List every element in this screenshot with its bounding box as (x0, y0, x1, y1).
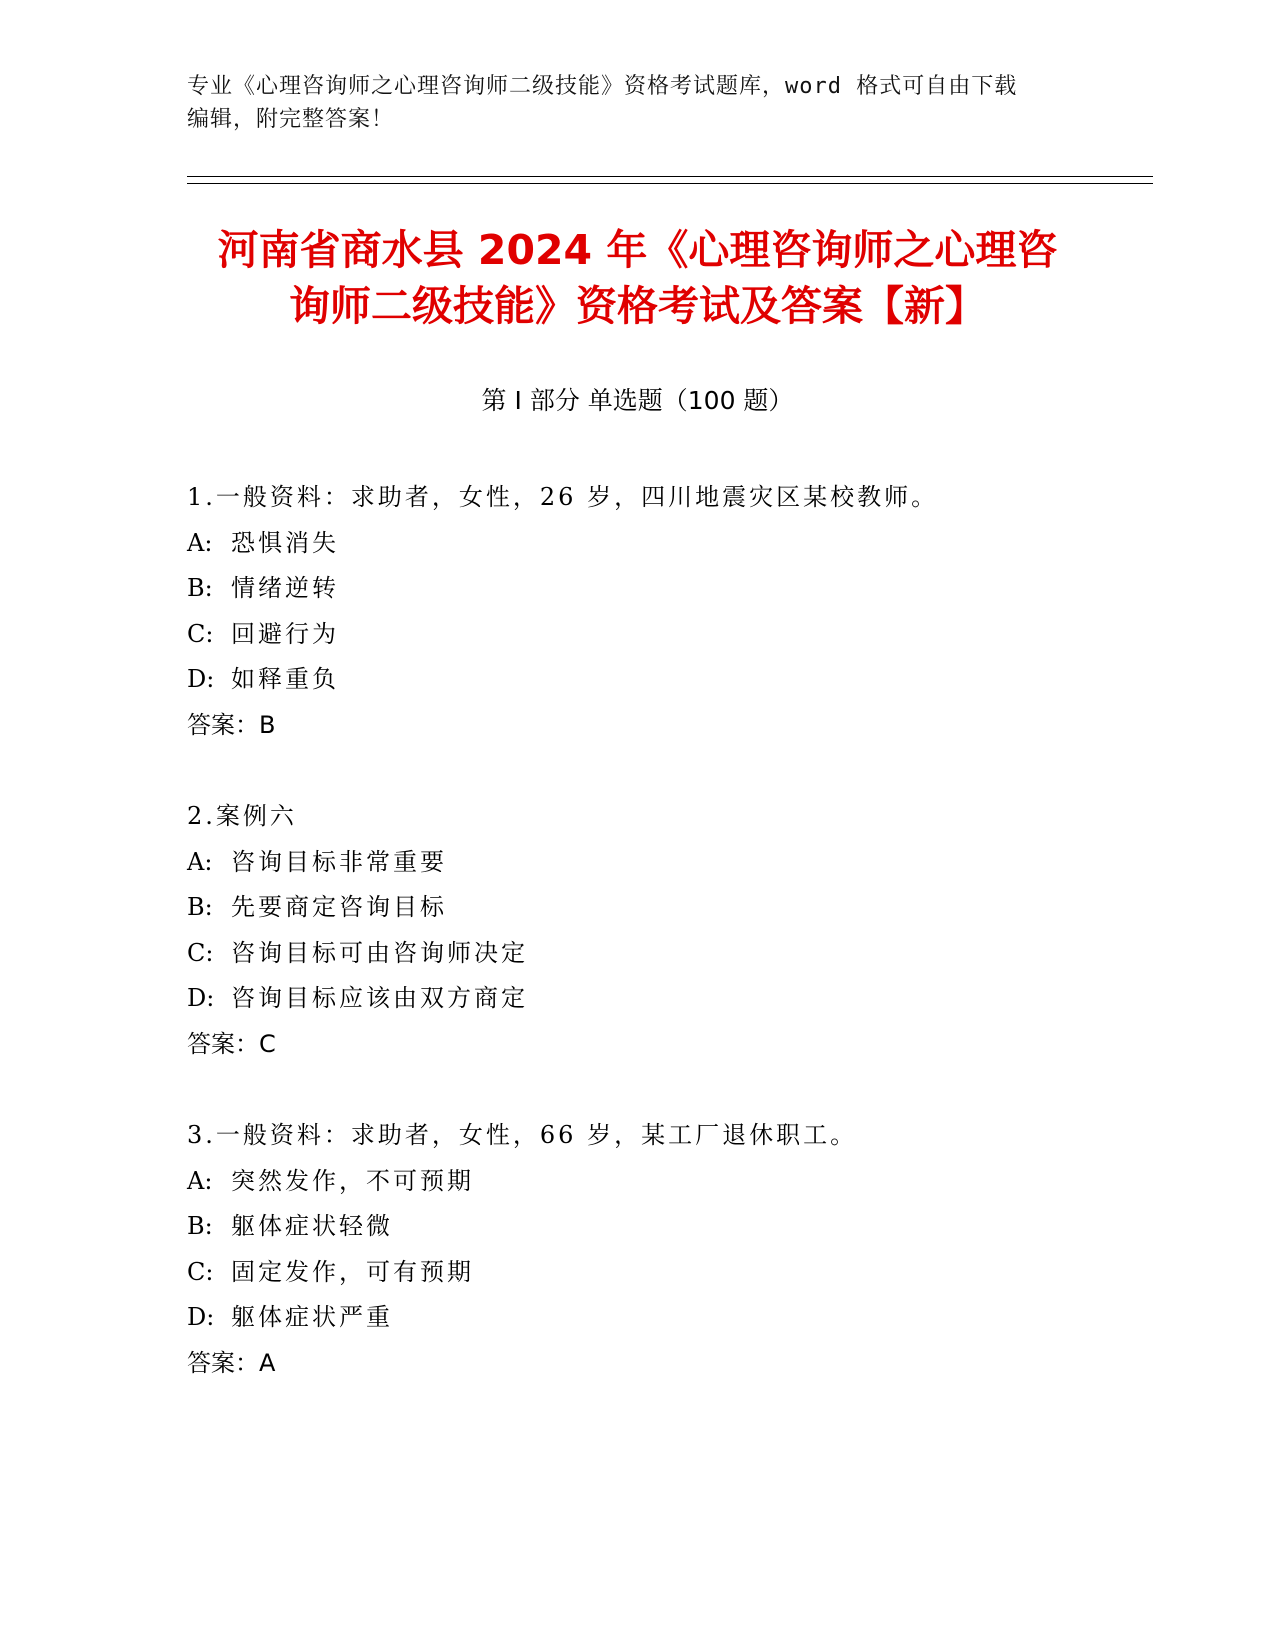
option-letter: C: (187, 938, 214, 967)
option-text: 恐惧消失 (231, 528, 339, 557)
option-letter: D: (187, 1303, 215, 1331)
option-letter: B: (187, 574, 213, 602)
option-letter: A: (187, 847, 213, 876)
header-divider-top (187, 176, 1153, 177)
option-letter: D: (187, 665, 215, 693)
option-letter: B: (187, 1212, 213, 1240)
option-c (187, 931, 1137, 977)
option-letter: D: (187, 984, 215, 1012)
question-2 (187, 794, 1137, 1067)
option-letter: C: (187, 619, 214, 648)
option-text: 咨询目标可由咨询师决定 (231, 938, 528, 967)
option-letter: B: (187, 893, 213, 921)
option-c (187, 612, 1137, 658)
option-letter: A: (187, 528, 213, 557)
option-a (187, 521, 1137, 567)
option-letter: A: (187, 1166, 213, 1195)
option-text: 固定发作，可有预期 (231, 1257, 474, 1286)
answer (187, 1341, 1137, 1387)
option-text: 躯体症状轻微 (231, 1212, 393, 1240)
option-text: 突然发作，不可预期 (231, 1166, 474, 1195)
option-text: 情绪逆转 (231, 574, 339, 602)
option-c (187, 1250, 1137, 1296)
question-1 (187, 475, 1137, 748)
header-note-line-1: 专业《心理咨询师之心理咨询师二级技能》资格考试题库，word 格式可自由下载 (187, 74, 1018, 99)
option-text: 咨询目标应该由双方商定 (231, 984, 528, 1012)
option-b (187, 885, 1137, 931)
answer-label: 答案： (187, 1029, 259, 1058)
answer (187, 703, 1137, 749)
question-3 (187, 1113, 1137, 1386)
question-stem: 3.一般资料：求助者，女性，66 岁，某工厂退休职工。 (187, 1121, 858, 1149)
document-title (160, 222, 1115, 334)
section-title: 第 I 部分 单选题（100 题） (481, 386, 794, 415)
option-d (187, 657, 1137, 703)
option-text: 先要商定咨询目标 (231, 893, 447, 921)
answer-value: A (259, 1348, 276, 1377)
question-stem: 2.案例六 (187, 802, 297, 830)
answer-value: C (259, 1029, 276, 1058)
header-note (187, 70, 1087, 136)
answer-label: 答案： (187, 1348, 259, 1377)
option-text: 如释重负 (231, 665, 339, 693)
header-divider-bottom (187, 183, 1153, 184)
document-title-line-1: 河南省商水县 2024 年《心理咨询师之心理咨 (217, 226, 1058, 274)
answer-label: 答案： (187, 710, 259, 739)
option-a (187, 840, 1137, 886)
question-stem: 1.一般资料：求助者，女性，26 岁，四川地震灾区某校教师。 (187, 483, 939, 511)
option-b (187, 566, 1137, 612)
option-d (187, 976, 1137, 1022)
answer (187, 1022, 1137, 1068)
option-b (187, 1204, 1137, 1250)
option-text: 躯体症状严重 (231, 1303, 393, 1331)
option-d (187, 1295, 1137, 1341)
option-a (187, 1159, 1137, 1205)
answer-value: B (259, 710, 276, 739)
document-title-line-2: 询师二级技能》资格考试及答案【新】 (289, 282, 986, 330)
question-list (187, 475, 1137, 1432)
option-text: 回避行为 (231, 619, 339, 648)
option-text: 咨询目标非常重要 (231, 847, 447, 876)
option-letter: C: (187, 1257, 214, 1286)
header-note-line-2: 编辑，附完整答案！ (187, 107, 395, 132)
